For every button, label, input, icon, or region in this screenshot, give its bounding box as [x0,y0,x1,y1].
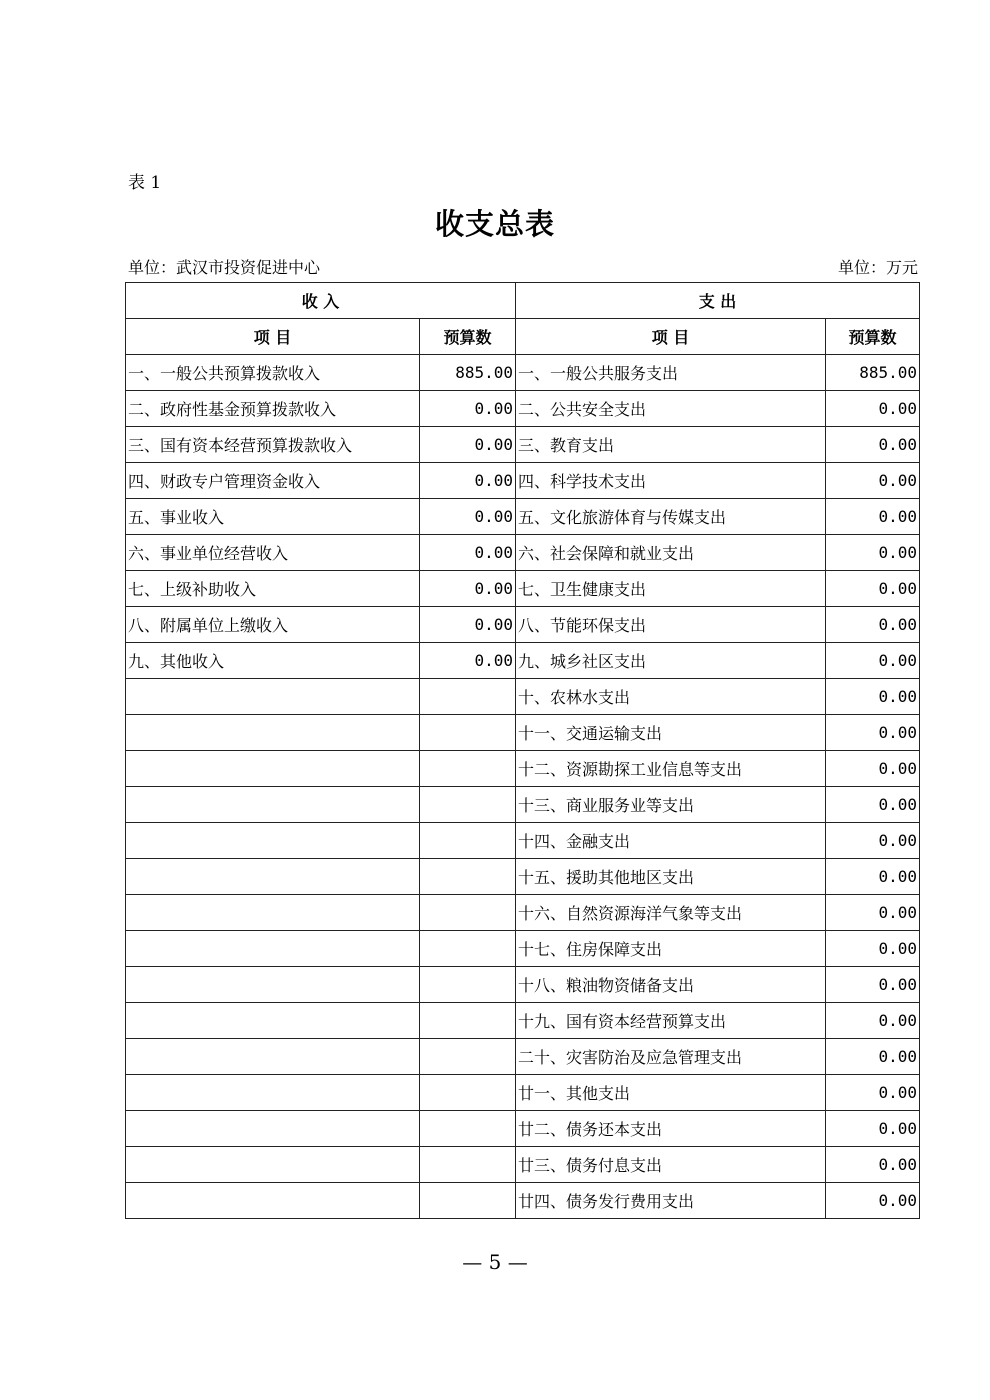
expense-amount-cell: 0.00 [826,643,920,679]
income-item-cell [126,751,420,787]
expense-amount-cell: 0.00 [826,499,920,535]
income-item-cell: 三、国有资本经营预算拨款收入 [126,427,420,463]
income-amount-cell [420,859,516,895]
expense-item-cell: 廿四、债务发行费用支出 [516,1183,826,1219]
expense-item-cell: 八、节能环保支出 [516,607,826,643]
expense-amount-cell: 0.00 [826,715,920,751]
income-amount-cell: 0.00 [420,427,516,463]
expense-amount-header: 预算数 [826,319,920,355]
income-item-cell: 一、一般公共预算拨款收入 [126,355,420,391]
income-item-cell: 五、事业收入 [126,499,420,535]
income-item-cell: 九、其他收入 [126,643,420,679]
expense-amount-cell: 0.00 [826,1111,920,1147]
table-row [126,463,920,499]
expense-amount-cell: 0.00 [826,607,920,643]
expense-amount-cell: 0.00 [826,535,920,571]
table-row [126,391,920,427]
expense-amount-cell: 0.00 [826,1003,920,1039]
section-header-row [126,283,920,319]
income-amount-cell: 0.00 [420,607,516,643]
expense-item-cell: 廿三、债务付息支出 [516,1147,826,1183]
income-item-cell [126,1003,420,1039]
table-row [126,499,920,535]
expense-item-cell: 十二、资源勘探工业信息等支出 [516,751,826,787]
expense-item-cell: 三、教育支出 [516,427,826,463]
expense-amount-cell: 0.00 [826,571,920,607]
income-item-cell [126,967,420,1003]
document-title: 收支总表 [434,207,555,241]
income-item-cell [126,1183,420,1219]
expense-item-cell: 十六、自然资源海洋气象等支出 [516,895,826,931]
expense-item-cell: 五、文化旅游体育与传媒支出 [516,499,826,535]
expense-item-header: 项 目 [516,319,826,355]
expense-amount-cell: 0.00 [826,895,920,931]
expense-item-cell: 廿二、债务还本支出 [516,1111,826,1147]
income-item-cell: 四、财政专户管理资金收入 [126,463,420,499]
table-label: 表 1 [128,173,162,193]
income-item-cell [126,895,420,931]
table-row [126,355,920,391]
income-amount-cell [420,1111,516,1147]
expense-amount-cell: 0.00 [826,391,920,427]
income-item-cell [126,1111,420,1147]
table-row [126,607,920,643]
income-item-cell [126,859,420,895]
table-row [126,1183,920,1219]
column-header-row [126,319,920,355]
expense-item-cell: 二、公共安全支出 [516,391,826,427]
income-item-header: 项 目 [126,319,420,355]
expense-amount-cell: 0.00 [826,1075,920,1111]
expense-item-cell: 十三、商业服务业等支出 [516,787,826,823]
expense-item-cell: 九、城乡社区支出 [516,643,826,679]
expense-item-cell: 七、卫生健康支出 [516,571,826,607]
expense-amount-cell: 0.00 [826,463,920,499]
income-item-cell [126,1039,420,1075]
income-item-cell: 二、政府性基金预算拨款收入 [126,391,420,427]
income-amount-cell: 0.00 [420,643,516,679]
budget-summary-table [125,282,920,1219]
income-amount-cell [420,1075,516,1111]
expense-amount-cell: 0.00 [826,823,920,859]
income-amount-header: 预算数 [420,319,516,355]
table-row [126,931,920,967]
expense-item-cell: 十四、金融支出 [516,823,826,859]
income-amount-cell [420,1003,516,1039]
table-row [126,715,920,751]
income-item-cell: 八、附属单位上缴收入 [126,607,420,643]
expense-item-cell: 六、社会保障和就业支出 [516,535,826,571]
expense-amount-cell: 0.00 [826,679,920,715]
income-item-cell [126,715,420,751]
table-row [126,571,920,607]
income-amount-cell [420,715,516,751]
income-amount-cell [420,967,516,1003]
expense-item-cell: 四、科学技术支出 [516,463,826,499]
table-row [126,859,920,895]
expense-item-cell: 十五、援助其他地区支出 [516,859,826,895]
expense-amount-cell: 0.00 [826,787,920,823]
expense-amount-cell: 0.00 [826,1147,920,1183]
expense-item-cell: 十一、交通运输支出 [516,715,826,751]
expense-item-cell: 一、一般公共服务支出 [516,355,826,391]
income-item-cell [126,931,420,967]
table-row [126,1147,920,1183]
income-amount-cell [420,895,516,931]
income-item-cell [126,787,420,823]
expense-item-cell: 廿一、其他支出 [516,1075,826,1111]
income-amount-cell: 0.00 [420,391,516,427]
unit-currency: 单位：万元 [837,258,918,277]
expense-amount-cell: 0.00 [826,967,920,1003]
expense-header: 支 出 [516,283,920,319]
expense-item-cell: 十七、住房保障支出 [516,931,826,967]
table-row [126,787,920,823]
expense-amount-cell: 0.00 [826,859,920,895]
expense-amount-cell: 0.00 [826,1039,920,1075]
table-row [126,1039,920,1075]
income-amount-cell [420,931,516,967]
table-row [126,751,920,787]
income-item-cell: 七、上级补助收入 [126,571,420,607]
table-row [126,1075,920,1111]
income-amount-cell: 885.00 [420,355,516,391]
income-item-cell: 六、事业单位经营收入 [126,535,420,571]
income-header: 收 入 [126,283,516,319]
income-item-cell [126,1075,420,1111]
income-item-cell [126,823,420,859]
expense-amount-cell: 0.00 [826,1183,920,1219]
expense-item-cell: 十九、国有资本经营预算支出 [516,1003,826,1039]
income-amount-cell [420,787,516,823]
income-amount-cell: 0.00 [420,499,516,535]
expense-item-cell: 十、农林水支出 [516,679,826,715]
expense-item-cell: 十八、粮油物资储备支出 [516,967,826,1003]
income-amount-cell: 0.00 [420,535,516,571]
income-amount-cell [420,1039,516,1075]
table-row [126,967,920,1003]
expense-amount-cell: 0.00 [826,427,920,463]
unit-organization: 单位：武汉市投资促进中心 [128,258,321,277]
income-amount-cell [420,1147,516,1183]
table-row [126,679,920,715]
table-row [126,535,920,571]
income-amount-cell [420,823,516,859]
expense-item-cell: 二十、灾害防治及应急管理支出 [516,1039,826,1075]
table-row [126,895,920,931]
income-amount-cell [420,679,516,715]
expense-amount-cell: 0.00 [826,751,920,787]
income-amount-cell: 0.00 [420,463,516,499]
expense-amount-cell: 885.00 [826,355,920,391]
table-row [126,823,920,859]
table-row [126,1111,920,1147]
income-amount-cell: 0.00 [420,571,516,607]
table-row [126,1003,920,1039]
income-item-cell [126,1147,420,1183]
income-amount-cell [420,1183,516,1219]
expense-amount-cell: 0.00 [826,931,920,967]
table-row [126,643,920,679]
table-row [126,427,920,463]
page-number: — 5 — [462,1250,528,1274]
income-amount-cell [420,751,516,787]
income-item-cell [126,679,420,715]
